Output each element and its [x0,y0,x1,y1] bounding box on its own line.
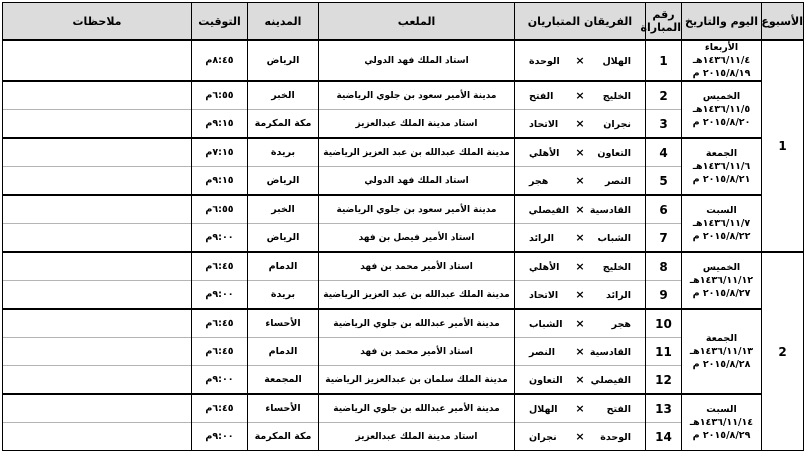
match-city: الخبر [248,195,319,224]
vs-symbol: × [575,317,585,330]
away-team: الهلال [529,404,558,415]
match-time: ٩:١٥م [192,167,248,196]
match-teams [515,167,646,196]
match-number: 11 [646,338,682,366]
vs-symbol: × [575,260,585,273]
match-number: 7 [646,224,682,253]
header-day-date: اليوم والتاريخ [682,3,762,41]
match-stadium: مدينة الأمير سعود بن جلوي الرياضية [319,81,515,110]
gregorian-date: ٢٠١٥/٨/٢٠ م [692,117,751,128]
match-teams [515,195,646,224]
table-row [3,81,804,110]
match-notes [3,281,192,310]
home-team: الخليج [602,262,631,273]
table-row [3,195,804,224]
header-teams: الفريقان المتباريان [515,3,646,41]
table-row [3,394,804,423]
match-teams [515,366,646,395]
match-notes [3,40,192,81]
hijri-date: ١٤٣٦/١١/١٣هـ [689,346,754,357]
match-teams [515,252,646,281]
table-row [3,40,804,81]
home-team: القادسية [589,347,631,358]
match-stadium: مدينة الملك عبدالله بن عبد العزيز الرياضية [319,138,515,167]
home-team: الفتح [606,404,631,415]
away-team: الشباب [529,319,563,330]
day-date-cell [682,309,762,394]
match-stadium: استاد الأمير فيصل بن فهد [319,224,515,253]
home-team: الشباب [597,233,631,244]
match-notes [3,252,192,281]
week-number: 1 [762,40,804,252]
match-number: 12 [646,366,682,395]
day-name: الجمعة [705,333,738,344]
vs-symbol: × [575,117,585,130]
header-row [3,3,804,41]
match-teams [515,423,646,451]
hijri-date: ١٤٣٦/١١/١٢هـ [689,275,754,286]
match-time: ٧:١٥م [192,138,248,167]
match-time: ٩:٠٠م [192,366,248,395]
header-stadium: الملعب [319,3,515,41]
home-team: الوحدة [600,432,631,443]
match-city: مكة المكرمة [248,110,319,139]
home-team: الرائد [605,290,631,301]
vs-symbol: × [575,89,585,102]
match-stadium: مدينة الأمير عبدالله بن جلوي الرياضية [319,394,515,423]
away-team: الأهلي [529,148,560,159]
match-teams [515,309,646,338]
away-team: الفتح [529,91,554,102]
gregorian-date: ٢٠١٥/٨/٢٩ م [692,430,751,441]
away-team: نجران [529,432,557,443]
match-number: 1 [646,40,682,81]
day-date-cell [682,40,762,81]
hijri-date: ١٤٣٦/١١/٧هـ [692,218,751,229]
match-number: 13 [646,394,682,423]
day-date-cell [682,252,762,309]
header-time: التوقيت [192,3,248,41]
header-notes: ملاحظات [3,3,192,41]
gregorian-date: ٢٠١٥/٨/٢٢ م [692,231,751,242]
match-city: مكة المكرمة [248,423,319,451]
match-stadium: استاد الملك فهد الدولي [319,167,515,196]
vs-symbol: × [575,231,585,244]
match-teams [515,281,646,310]
match-teams [515,81,646,110]
match-stadium: مدينة الأمير عبدالله بن جلوي الرياضية [319,309,515,338]
match-city: الرياض [248,40,319,81]
match-teams [515,138,646,167]
match-time: ٩:١٥م [192,110,248,139]
match-notes [3,366,192,395]
match-notes [3,224,192,253]
table-row [3,138,804,167]
day-name: الأربعاء [704,42,739,53]
home-team: النصر [605,176,631,187]
vs-symbol: × [575,203,585,216]
match-time: ٩:٠٠م [192,423,248,451]
hijri-date: ١٤٣٦/١١/٥هـ [692,104,751,115]
header-match-no: رقم المباراة [646,3,682,41]
day-name: السبت [706,404,737,415]
match-number: 9 [646,281,682,310]
match-notes [3,338,192,366]
match-time: ٦:٤٥م [192,252,248,281]
gregorian-date: ٢٠١٥/٨/٢١ م [692,174,751,185]
match-city: الأحساء [248,309,319,338]
home-team: الهلال [602,56,631,67]
match-city: الدمام [248,252,319,281]
match-teams [515,224,646,253]
match-number: 2 [646,81,682,110]
match-stadium: مدينة الملك سلمان بن عبدالعزيز الرياضية [319,366,515,395]
vs-symbol: × [575,54,585,67]
vs-symbol: × [575,402,585,415]
match-teams [515,40,646,81]
table-row [3,309,804,338]
match-notes [3,110,192,139]
match-teams [515,110,646,139]
home-team: نجران [603,119,631,130]
gregorian-date: ٢٠١٥/٨/١٩ م [692,68,751,79]
away-team: الاتحاد [529,290,559,301]
match-number: 3 [646,110,682,139]
day-date-cell [682,138,762,195]
away-team: الأهلي [529,262,560,273]
away-team: هجر [529,176,549,187]
day-name: الجمعة [705,148,738,159]
match-number: 8 [646,252,682,281]
match-city: الرياض [248,167,319,196]
match-notes [3,138,192,167]
day-date-cell [682,394,762,451]
match-city: الرياض [248,224,319,253]
vs-symbol: × [575,345,585,358]
match-stadium: استاد الأمير محمد بن فهد [319,252,515,281]
day-name: الخميس [702,262,741,273]
match-number: 5 [646,167,682,196]
match-stadium: مدينة الملك عبدالله بن عبد العزيز الرياضية [319,281,515,310]
match-number: 14 [646,423,682,451]
match-city: الأحساء [248,394,319,423]
match-notes [3,81,192,110]
match-city: بريدة [248,281,319,310]
match-time: ٦:٤٥م [192,338,248,366]
match-time: ٦:٤٥م [192,309,248,338]
schedule-body [3,40,804,451]
day-date-cell [682,195,762,252]
match-stadium: استاد الملك فهد الدولي [319,40,515,81]
match-time: ٦:٥٥م [192,195,248,224]
gregorian-date: ٢٠١٥/٨/٢٧ م [692,288,751,299]
match-stadium: مدينة الأمير سعود بن جلوي الرياضية [319,195,515,224]
match-stadium: استاد الأمير محمد بن فهد [319,338,515,366]
header-city: المدينه [248,3,319,41]
away-team: الفيصلي [528,205,569,216]
match-time: ٩:٠٠م [192,281,248,310]
match-time: ٦:٥٥م [192,81,248,110]
match-city: الخبر [248,81,319,110]
hijri-date: ١٤٣٦/١١/١٤هـ [689,417,754,428]
match-number: 4 [646,138,682,167]
vs-symbol: × [575,373,585,386]
match-stadium: استاد مدينة الملك عبدالعزيز [319,110,515,139]
vs-symbol: × [575,174,585,187]
match-time: ٩:٠٠م [192,224,248,253]
match-city: المجمعة [248,366,319,395]
away-team: الاتحاد [529,119,559,130]
match-notes [3,423,192,451]
header-week: الأسبوع [762,3,804,41]
match-number: 10 [646,309,682,338]
match-teams [515,394,646,423]
away-team: النصر [529,347,555,358]
day-name: الخميس [702,91,741,102]
match-number: 6 [646,195,682,224]
home-team: الفيصلي [590,375,631,386]
away-team: التعاون [529,375,563,386]
vs-symbol: × [575,288,585,301]
gregorian-date: ٢٠١٥/٨/٢٨ م [692,359,751,370]
table-row [3,252,804,281]
day-date-cell [682,81,762,138]
away-team: الرائد [529,233,555,244]
match-city: الدمام [248,338,319,366]
match-time: ٨:٤٥م [192,40,248,81]
away-team: الوحدة [529,56,560,67]
match-notes [3,195,192,224]
vs-symbol: × [575,146,585,159]
match-city: بريدة [248,138,319,167]
hijri-date: ١٤٣٦/١١/٤هـ [692,55,751,66]
home-team: هجر [611,319,631,330]
home-team: الخليج [602,91,631,102]
home-team: القادسية [589,205,631,216]
match-notes [3,167,192,196]
match-teams [515,338,646,366]
vs-symbol: × [575,430,585,443]
match-time: ٦:٤٥م [192,394,248,423]
day-name: السبت [706,205,737,216]
week-number: 2 [762,252,804,451]
hijri-date: ١٤٣٦/١١/٦هـ [692,161,751,172]
match-notes [3,394,192,423]
match-stadium: استاد مدينة الملك عبدالعزيز [319,423,515,451]
match-schedule-table [2,2,804,451]
match-notes [3,309,192,338]
home-team: التعاون [597,148,631,159]
